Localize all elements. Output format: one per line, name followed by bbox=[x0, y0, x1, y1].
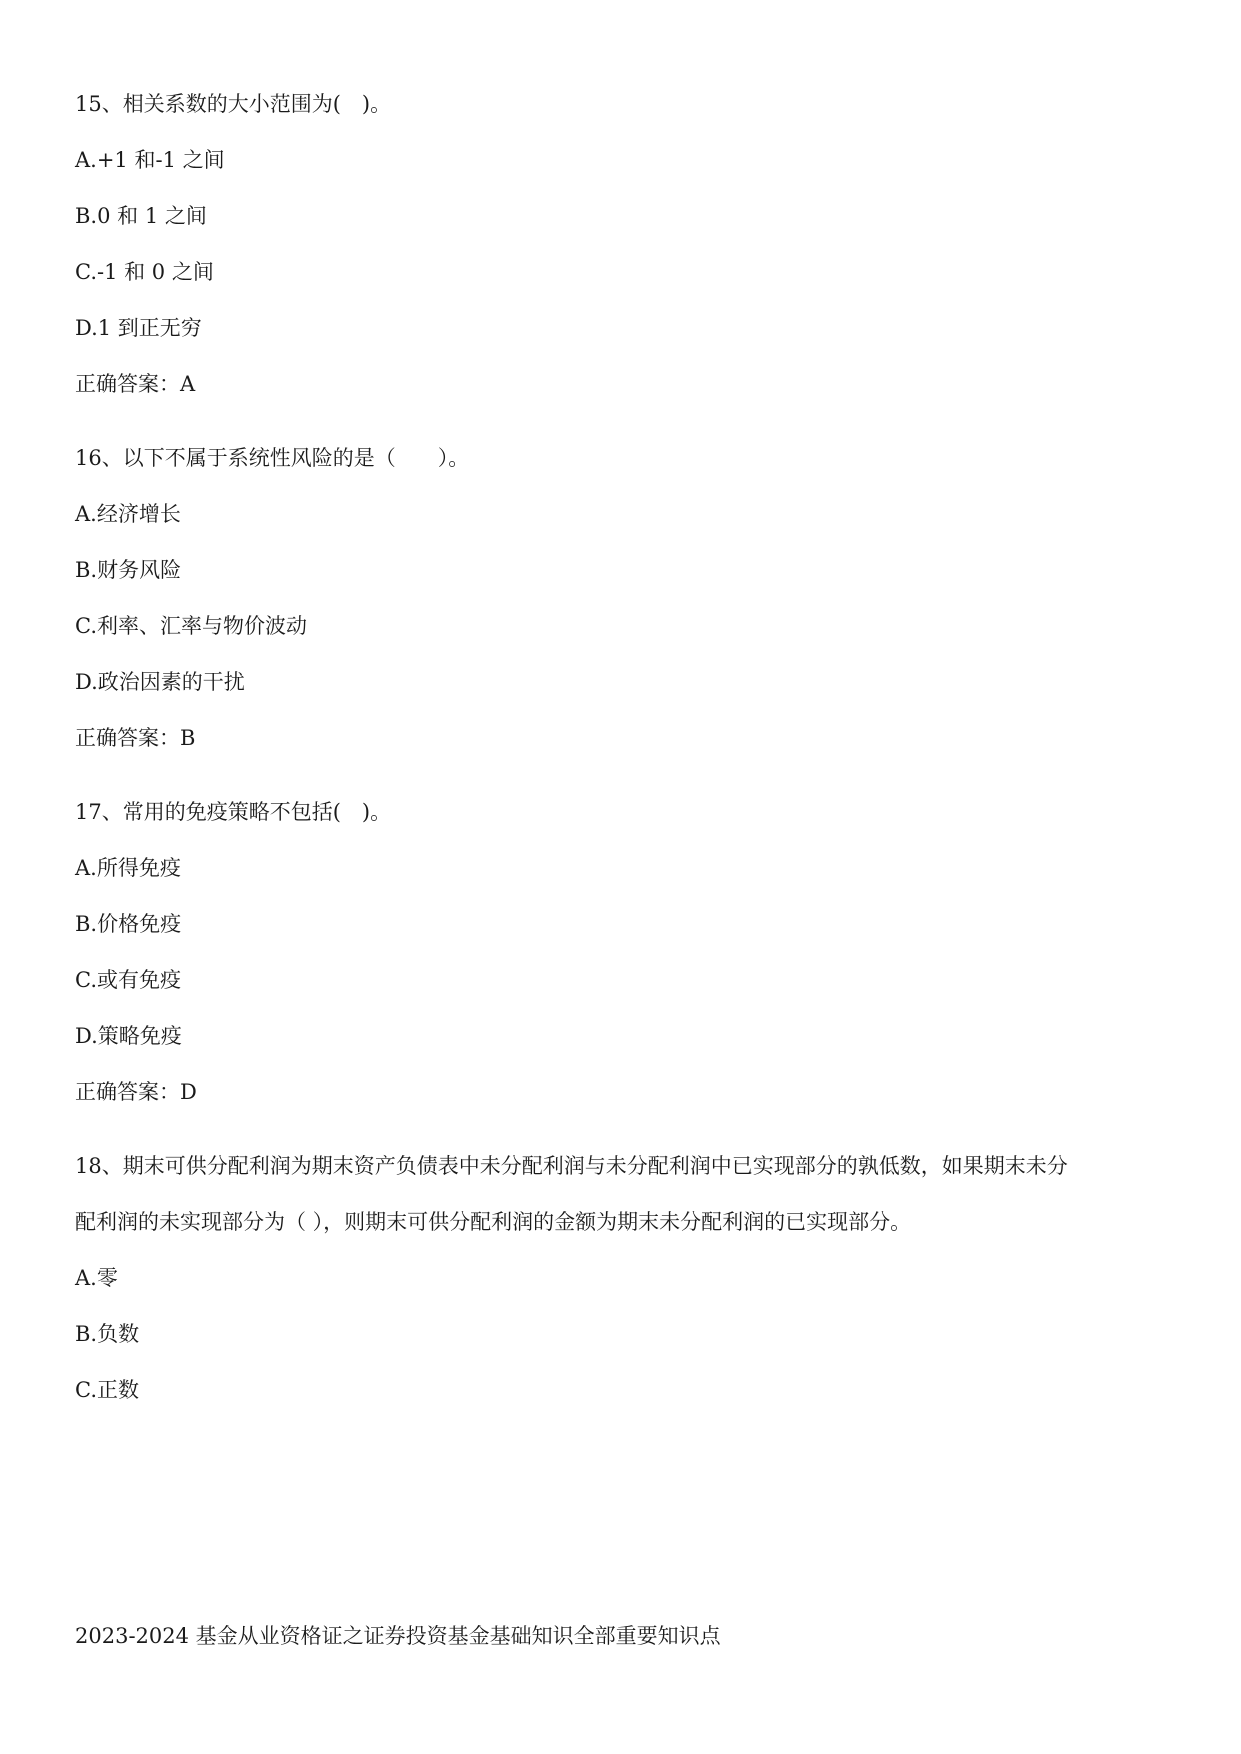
question-15-stem: 15、相关系数的大小范围为( )。 bbox=[75, 92, 392, 116]
page-footer: 2023-2024 基金从业资格证之证券投资基金基础知识全部重要知识点 bbox=[75, 1624, 721, 1648]
question-16-answer: 正确答案：B bbox=[75, 726, 196, 750]
question-16-option-d: D.政治因素的干扰 bbox=[75, 670, 245, 694]
question-16-option-a: A.经济增长 bbox=[75, 502, 181, 526]
question-15-option-a: A.+1 和-1 之间 bbox=[75, 148, 225, 172]
question-16-option-b: B.财务风险 bbox=[75, 558, 182, 582]
question-15-answer: 正确答案：A bbox=[75, 372, 196, 396]
question-18-option-b: B.负数 bbox=[75, 1322, 140, 1346]
question-18-option-a: A.零 bbox=[75, 1266, 118, 1290]
question-16-option-c: C.利率、汇率与物价波动 bbox=[75, 614, 307, 638]
question-16-stem: 16、以下不属于系统性风险的是（ ）。 bbox=[75, 446, 470, 470]
question-15-option-d: D.1 到正无穷 bbox=[75, 316, 202, 340]
question-17-option-b: B.价格免疫 bbox=[75, 912, 182, 936]
question-18-stem-line-2: 配利润的未实现部分为（ ），则期末可供分配利润的金额为期末未分配利润的已实现部分。 bbox=[75, 1210, 912, 1234]
question-17-stem: 17、常用的免疫策略不包括( )。 bbox=[75, 800, 392, 824]
question-15-option-b: B.0 和 1 之间 bbox=[75, 204, 207, 228]
question-17-option-a: A.所得免疫 bbox=[75, 856, 181, 880]
question-17-answer: 正确答案：D bbox=[75, 1080, 197, 1104]
question-17-option-d: D.策略免疫 bbox=[75, 1024, 182, 1048]
question-15-option-c: C.-1 和 0 之间 bbox=[75, 260, 214, 284]
question-17-option-c: C.或有免疫 bbox=[75, 968, 181, 992]
question-18-option-c: C.正数 bbox=[75, 1378, 139, 1402]
question-18-stem-line-1: 18、期末可供分配利润为期末资产负债表中未分配利润与未分配利润中已实现部分的孰低数，如果期末未分 bbox=[75, 1154, 1068, 1178]
